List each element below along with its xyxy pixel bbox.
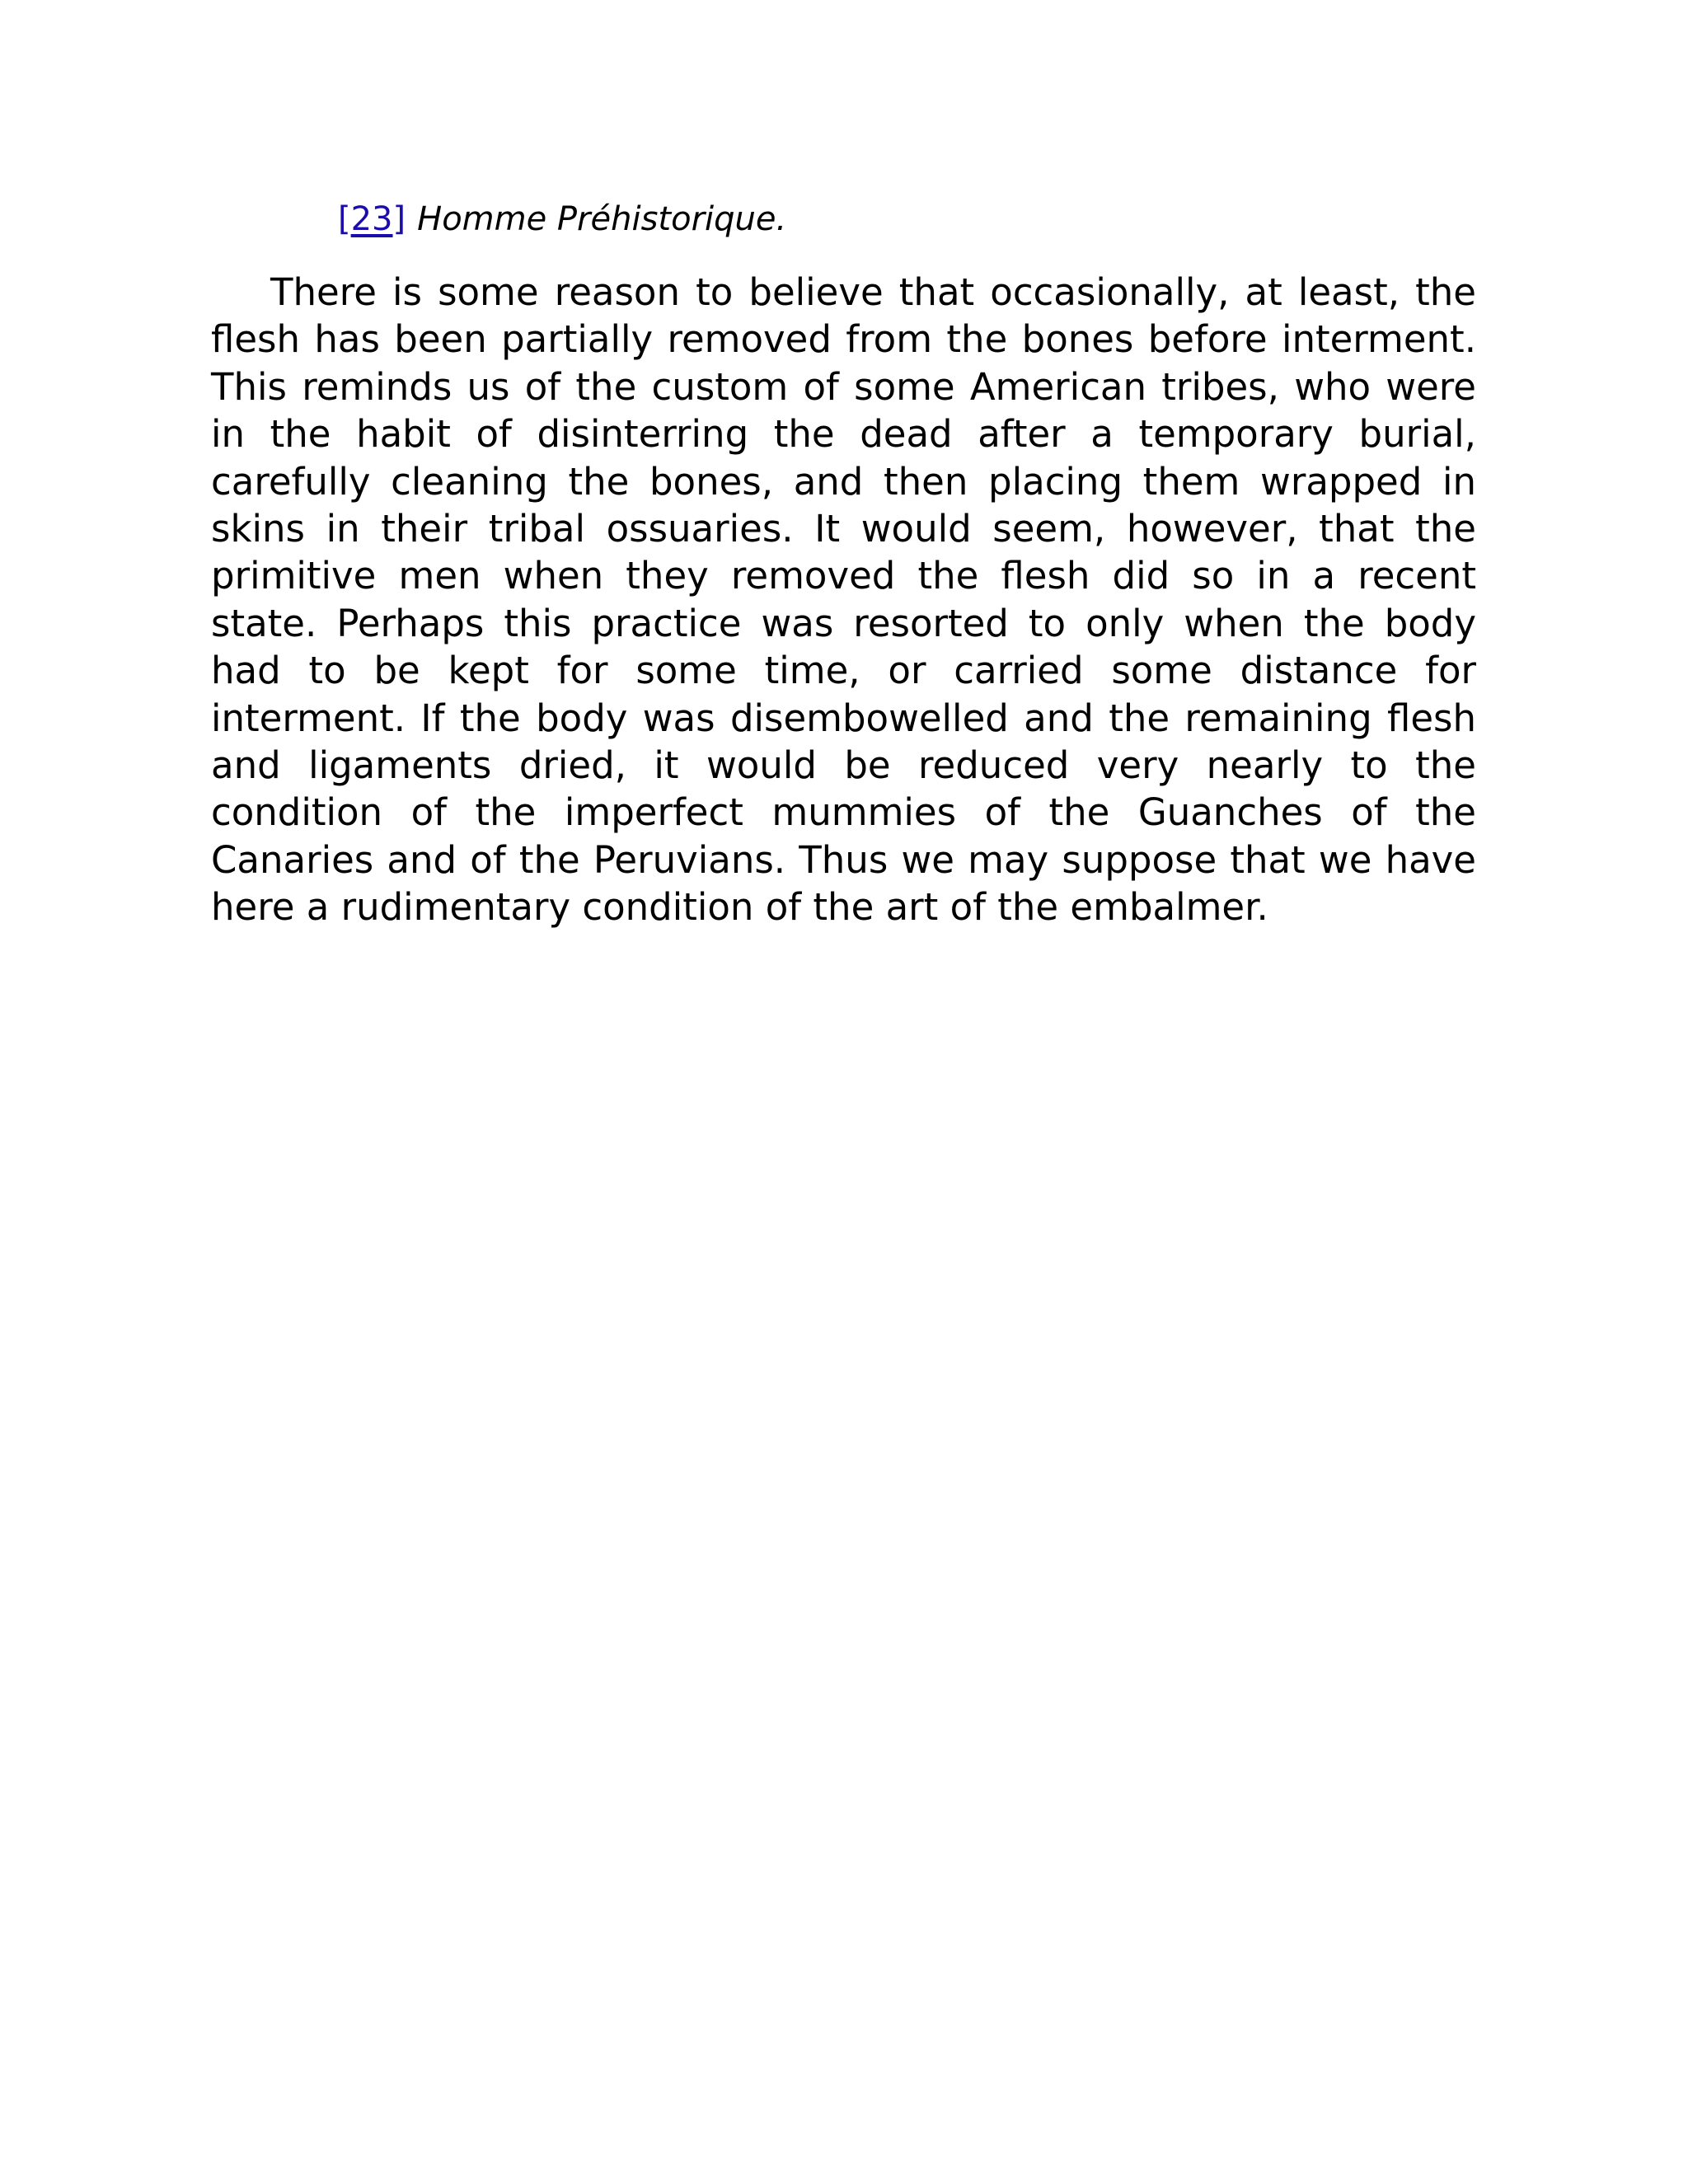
footnote-close-bracket: ] <box>392 200 406 238</box>
body-paragraph: There is some reason to believe that occasionally, at least, the flesh has been partially removed from the bones before interment. This reminds us of the custom of some American tribes, who were in the habit of disinterring the dead after a temporary burial, carefully cleaning the bones, and then placing them wrapped in skins in their tribal ossuaries. It would seem, however, that the primitive men when they removed the flesh did so in a recent state. Perhaps this practice was resorted to only when the body had to be kept for some time, or carried some distance for interment. If the body was disembowelled and the remaining flesh and ligaments dried, it would be reduced very nearly to the condition of the imperfect mummies of the Guanches of the Canaries and of the Peruvians. Thus we may suppose that we have here a rudimentary condition of the art of the embalmer. <box>211 270 1476 930</box>
footnote-reference-link[interactable]: 23 <box>350 200 393 238</box>
footnote-open-bracket: [ <box>338 200 351 238</box>
footnote <box>338 198 1409 241</box>
footnote-text: Homme Préhistorique. <box>417 200 787 238</box>
